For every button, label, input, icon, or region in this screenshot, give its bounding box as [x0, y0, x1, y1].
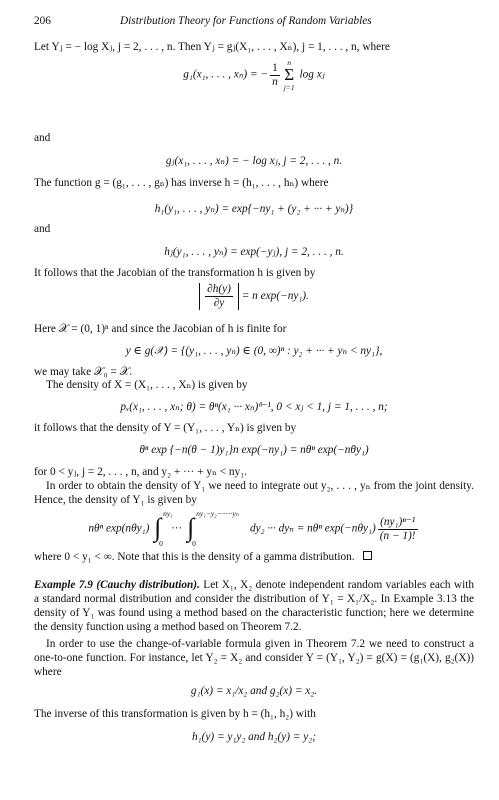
- fraction-numerator: (ny₁)ⁿ⁻¹: [378, 516, 418, 530]
- integral-middle: dy₂ ··· dyₙ = nθⁿ exp(−nθy₁): [249, 522, 376, 535]
- fraction-denominator: n: [272, 75, 278, 88]
- example-heading: Example 7.9 (Cauchy distribution).: [34, 579, 200, 591]
- sum-lower-limit: j=1: [283, 83, 295, 92]
- equation-gj: gⱼ(x₁, . . . , xₙ) = − log xⱼ, j = 2, . . . , n.: [165, 155, 343, 167]
- paragraph-example-7-9: [34, 578, 474, 634]
- gamma-fraction: [378, 516, 418, 543]
- paragraph-define-y: Let Yⱼ = − log Xⱼ, j = 2, . . . , n. Then Yⱼ = gⱼ(X₁, . . . , Xₙ), j = 1, . . . , n, where: [34, 41, 390, 53]
- text-and-2: and: [34, 223, 51, 235]
- equation-density-x: pₓ(x₁, . . . , xₙ; θ) = θⁿ(x₁ ··· xₙ)ᶿ⁻¹, 0 < xⱼ < 1, j = 1, . . . , n;: [120, 401, 388, 413]
- equation-jacobian: [34, 283, 474, 310]
- end-of-proof-square-icon: [363, 551, 372, 560]
- running-title: Distribution Theory for Functions of Random Variables: [120, 15, 372, 27]
- integral-lead: nθⁿ exp(nθy₁): [88, 522, 150, 535]
- integral-sign-inner: ∫ ny₁−y₂−···−yₙ 0: [187, 509, 239, 548]
- fraction-denominator: (n − 1)!: [379, 529, 416, 542]
- paragraph-change-of-variable: In order to use the change-of-variable formula given in Theorem 7.2 we need to construct a one-to-one function. For instance, let Y₂ = X₂ and consider Y = (Y₁, Y₂) = g(X) = (g₁(X), g₂(X)) where: [34, 638, 474, 678]
- equation-g1-lhs: g₁(x₁, . . . , xₙ) = −: [183, 68, 269, 81]
- summation-sign: n Σ j=1: [283, 58, 295, 92]
- equation-h1: h₁(y₁, . . . , yₙ) = exp{−ny₁ + (y₂ + ··· + yₙ)}: [154, 203, 354, 215]
- sum-upper-limit: n: [287, 58, 292, 67]
- paragraph-integrate-out: In order to obtain the density of Y₁ we need to integrate out y₂, . . . , yₙ from the joint density. Hence, the density of Y₁ is given by: [34, 480, 474, 506]
- integral-upper-limit: ny₁: [163, 509, 173, 518]
- equation-density-y: θⁿ exp {−n(θ − 1)y₁}n exp(−ny₁) = nθⁿ exp(−nθy₁): [139, 444, 369, 456]
- fraction-numerator: 1: [272, 61, 278, 74]
- paragraph-inverse: The function g = (g₁, . . . , gₙ) has inverse h = (h₁, . . . , hₙ) where: [34, 177, 329, 189]
- paragraph-density-y: it follows that the density of Y = (Y₁, . . . , Yₙ) is given by: [34, 422, 297, 434]
- integral-lower-limit: 0: [192, 539, 196, 548]
- integral-dots: ···: [170, 522, 183, 535]
- gamma-note-text: where 0 < y₁ < ∞. Note that this is the density of a gamma distribution.: [34, 551, 355, 563]
- paragraph-conditions: for 0 < yⱼ, j = 2, . . . , n, and y₂ + ··· + yₙ < ny₁.: [34, 466, 247, 478]
- equation-g1: [34, 58, 474, 92]
- paragraph-gamma-note: [34, 550, 474, 564]
- equation-hj: hⱼ(y₁, . . . , yₙ) = exp(−yⱼ), j = 2, . . . , n.: [164, 246, 344, 258]
- equation-g1-fraction: [270, 62, 280, 89]
- equation-h-cauchy: h₁(y) = y₁y₂ and h₂(y) = y₂;: [192, 731, 316, 743]
- paragraph-inverse-cauchy: The inverse of this transformation is given by h = (h₁, h₂) with: [34, 708, 316, 720]
- absolute-value-bars: [199, 283, 239, 310]
- integral-lower-limit: 0: [159, 539, 163, 548]
- paragraph-here-x: Here 𝒳 = (0, 1)ⁿ and since the Jacobian of h is finite for: [34, 323, 287, 335]
- integral-sign-outer: ∫ ny₁ 0: [154, 509, 173, 548]
- equation-g-cauchy: g₁(x) = x₁/x₂ and g₂(x) = x₂.: [190, 685, 318, 697]
- paragraph-jacobian: It follows that the Jacobian of the transformation h is given by: [34, 267, 316, 279]
- integral-upper-limit: ny₁−y₂−···−yₙ: [196, 509, 239, 518]
- text-and: and: [34, 132, 51, 144]
- jacobian-fraction: [205, 283, 233, 310]
- equation-g1-rhs: log xⱼ: [299, 68, 325, 81]
- page-number: 206: [34, 15, 51, 27]
- fraction-numerator: ∂h(y): [207, 283, 231, 295]
- jacobian-rhs: = n exp(−ny₁).: [241, 290, 309, 303]
- equation-gx-set: y ∈ g(𝒳) = {(y₁, . . . , yₙ) ∈ (0, ∞)ⁿ : y₂ + ··· + yₙ < ny₁},: [125, 345, 383, 357]
- equation-integral: [34, 509, 474, 548]
- example-text: Let X₁, X₂ denote independent random variables each with a standard normal distribution and consider the distribution of Y₁ = X₁/X₂. In Example 3.13 the density of Y₁ was found using a method based on the characteristic function; here we determine the density function using a method based on Theorem 7.2.: [34, 579, 474, 633]
- fraction-denominator: ∂y: [213, 297, 225, 309]
- paragraph-density-x: The density of X = (X₁, . . . , Xₙ) is given by: [46, 379, 248, 391]
- paragraph-take-x0: we may take 𝒳₀ = 𝒳.: [34, 366, 133, 378]
- running-header: [34, 14, 469, 30]
